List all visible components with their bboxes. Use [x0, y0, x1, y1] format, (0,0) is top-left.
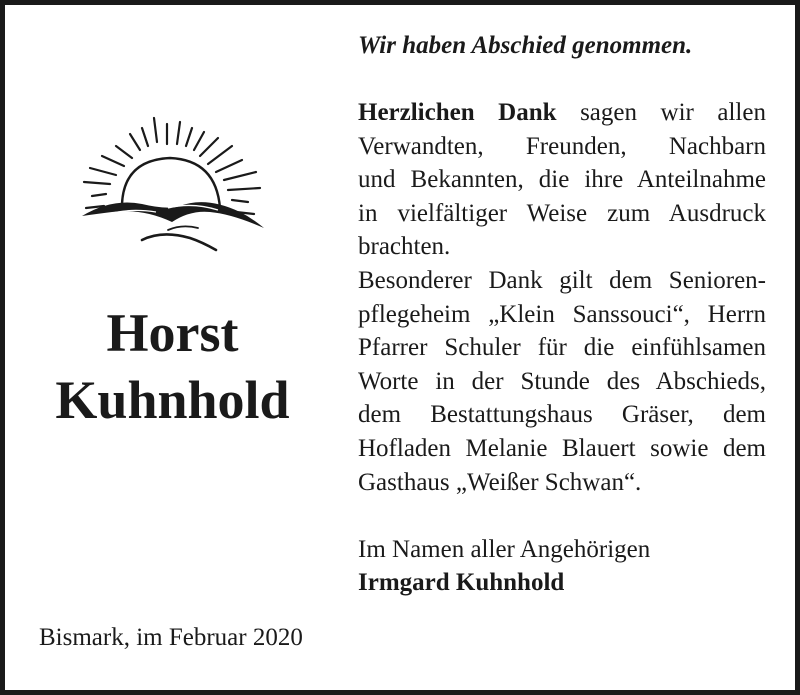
thanks-line: Hofladen Melanie Blauert sowie dem	[358, 434, 766, 462]
place-and-date: Bismark, im Februar 2020	[39, 624, 303, 651]
thanks-line: Gasthaus „Weißer Schwan“.	[358, 468, 642, 496]
thanks-line-1-rest: sagen wir allen	[556, 99, 766, 126]
signature-name: Irmgard Kuhnhold	[358, 569, 565, 597]
thanks-line: in vielfältiger Weise zum Ausdruck	[358, 199, 766, 227]
sunset-over-hills-icon	[72, 112, 272, 272]
heading: Wir haben Abschied genommen.	[358, 32, 693, 59]
thanks-line: Worte in der Stunde des Abschieds,	[358, 367, 766, 395]
thanks-line: Besonderer Dank gilt dem Senioren-	[358, 266, 766, 294]
signature-intro: Im Namen aller Angehörigen	[358, 535, 651, 563]
thanks-line: Verwandten, Freunden, Nachbarn	[358, 132, 766, 160]
thanks-line: und Bekannten, die ihre Anteilnahme	[358, 166, 766, 194]
thanks-text	[358, 96, 766, 600]
thanks-line	[358, 96, 766, 130]
thanks-line: dem Bestattungshaus Gräser, dem	[358, 401, 766, 429]
deceased-first-name: Horst	[106, 303, 239, 363]
thanks-line: Pfarrer Schuler für die einfühlsamen	[358, 334, 766, 362]
thanks-line: brachten.	[358, 233, 451, 261]
thanks-line: pflegeheim „Klein Sanssouci“, Herrn	[358, 300, 766, 328]
thanks-lead: Herzlichen Dank	[358, 99, 557, 126]
spacer	[358, 499, 766, 533]
deceased-last-name: Kuhnhold	[55, 370, 290, 430]
